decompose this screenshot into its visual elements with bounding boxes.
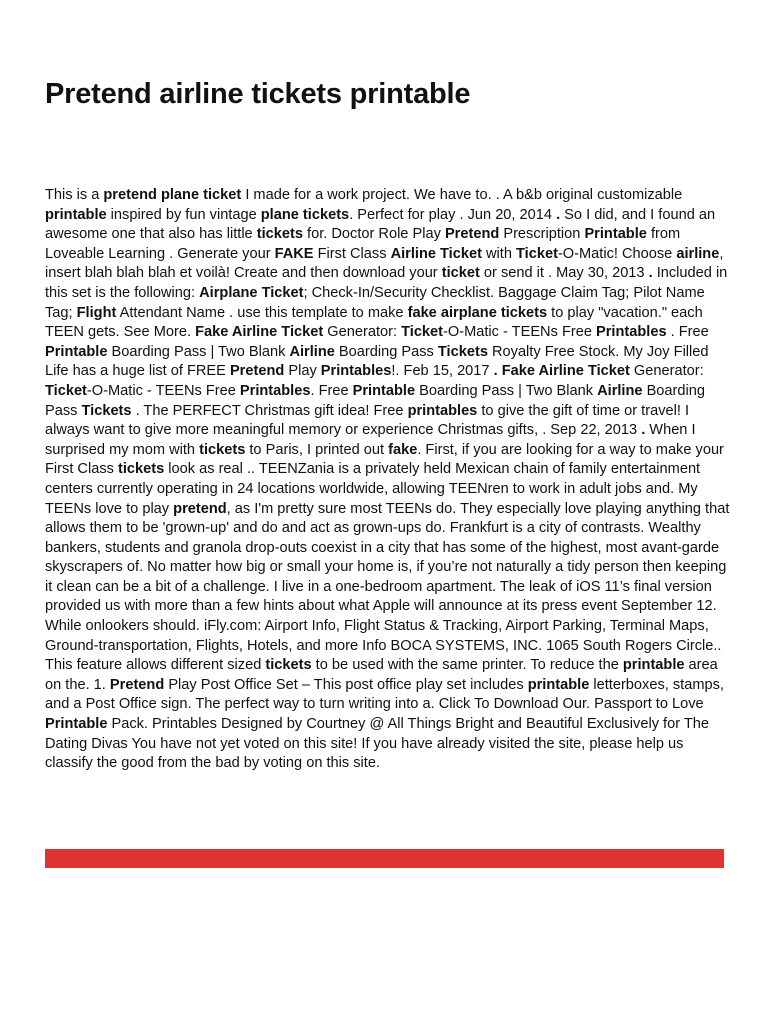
keyword-highlight: Pretend: [444, 226, 500, 243]
text-run: , insert blah blah blah et voilà! Create and then download your: [45, 245, 724, 282]
body-paragraph: [45, 186, 735, 774]
text-run: from Loveable Learning . Generate your: [45, 226, 681, 262]
keyword-highlight: tickets: [256, 226, 303, 243]
keyword-highlight: fake: [388, 441, 418, 458]
keyword-highlight: . Fake Airline Ticket: [493, 363, 630, 380]
keyword-highlight: tickets: [199, 441, 246, 458]
keyword-highlight: Pretend: [229, 363, 285, 380]
keyword-highlight: fake airplane tickets: [407, 304, 548, 321]
text-run: Boarding Pass | Two Blank: [107, 343, 290, 360]
keyword-highlight: Airline Ticket: [390, 245, 482, 262]
keyword-highlight: Ticket: [45, 382, 87, 399]
keyword-highlight: printable: [527, 676, 590, 693]
text-run: Attendant Name . use this template to make: [116, 304, 408, 321]
keyword-highlight: ticket: [441, 265, 480, 282]
text-run: Boarding Pass: [45, 382, 705, 419]
text-run: This is a: [45, 187, 104, 203]
keyword-highlight: Tickets: [437, 343, 488, 360]
text-run: Boarding Pass | Two Blank: [415, 382, 598, 399]
text-run: So I did, and I found an awesome one that also has little: [45, 206, 716, 243]
text-run: Generator:: [629, 363, 704, 380]
keyword-highlight: Tickets: [81, 402, 132, 419]
text-run: or send it . May 30, 2013: [479, 265, 649, 282]
text-run: Prescription: [499, 226, 585, 243]
text-run: for. Doctor Role Play: [302, 226, 445, 243]
text-run: -O-Matic! Choose: [557, 245, 677, 262]
text-run: Play: [284, 363, 321, 380]
keyword-highlight: Ticket: [516, 245, 558, 262]
keyword-highlight: Printables: [596, 324, 667, 341]
text-run: to play "vacation." each TEEN gets. See More.: [45, 304, 703, 341]
text-run: to give the gift of time or travel! I always want to give more meaningful memory or experience Christmas gifts, . Sep 22, 2013: [45, 402, 690, 439]
text-run: , as I'm pretty sure most TEENs do. They especially love playing anything that allows them to be 'grown-up' and do and act as grown-ups do. Frankfurt is a city of contrasts. Wealthy bankers, students and granola drop-outs coexist in a city that has some of the highest, most avant-garde skyscrapers of. No matter how big or small your home is, if you’re not naturally a tidy person then keeping it clean can be a bit of a challenge. I live in a one-bedroom apartment. The leak of iOS 11’s final version provided us with more than a few hints about what Apple will announce at its press event September 12. While onlookers should. iFly.com: Airport Info, Flight Status & Tracking, Airport Parking, Terminal Maps, Ground-transportation, Flights, Hotels, and more Info BOCA SYSTEMS, INC. 1065 South Rogers Circle.. This feature allows different sized: [45, 500, 730, 674]
text-run: Pack. Printables Designed by Courtney @ All Things Bright and Beautiful Exclusively for The Dating Divas You have not yet voted on this site! If you have already visited the site, please help us classify the good from the bad by voting on this site.: [45, 716, 710, 772]
keyword-highlight: printable: [45, 206, 107, 223]
text-run: look as real .. TEENZania is a privately held Mexican chain of family entertainment centers currently operating in 24 locations worldwide, allowing TEENren to work in adult jobs and. My TEENs love to play: [45, 461, 701, 517]
text-run: Generator:: [323, 324, 402, 341]
text-run: -O-Matic - TEENs Free: [86, 382, 240, 399]
keyword-highlight: Airplane Ticket: [199, 284, 304, 301]
text-run: -O-Matic - TEENs Free: [443, 324, 597, 341]
text-run: to be used with the same printer. To reduce the: [311, 657, 623, 674]
keyword-highlight: tickets: [265, 657, 312, 674]
keyword-highlight: Fake Airline Ticket: [195, 324, 324, 341]
keyword-highlight: FAKE: [274, 245, 314, 262]
keyword-highlight: Printables: [239, 382, 311, 399]
text-run: letterboxes, stamps, and a Post Office sign. The perfect way to turn writing into a. Click To Download Our. Passport to Love: [45, 676, 724, 713]
page-title: Pretend airline tickets printable: [45, 78, 471, 110]
keyword-highlight: Ticket: [401, 324, 444, 341]
keyword-highlight: Printable: [584, 226, 647, 243]
text-run: When I surprised my mom with: [45, 422, 696, 458]
keyword-highlight: Printable: [352, 382, 416, 399]
keyword-highlight: Flight: [76, 304, 117, 321]
text-run: . Perfect for play . Jun 20, 2014: [349, 206, 557, 223]
text-run: . The PERFECT Christmas gift idea! Free: [131, 402, 408, 419]
keyword-highlight: .: [648, 265, 653, 282]
keyword-highlight: Printables: [320, 363, 392, 380]
keyword-highlight: Pretend: [109, 676, 165, 693]
keyword-highlight: Airline: [597, 382, 643, 399]
text-run: Royalty Free Stock. My Joy Filled Life has a huge list of FREE: [45, 343, 709, 380]
keyword-highlight: Printable: [45, 343, 108, 360]
text-run: to Paris, I printed out: [245, 441, 389, 458]
text-run: . Free: [666, 324, 709, 341]
keyword-highlight: tickets: [117, 461, 165, 478]
keyword-highlight: printables: [407, 402, 478, 419]
keyword-highlight: plane tickets: [260, 206, 350, 223]
keyword-highlight: pretend: [173, 500, 227, 517]
red-divider-bar: [45, 849, 724, 868]
text-run: !. Feb 15, 2017: [391, 363, 494, 380]
keyword-highlight: .: [556, 206, 561, 223]
keyword-highlight: Airline: [289, 343, 335, 360]
text-run: Boarding Pass: [334, 343, 438, 360]
keyword-highlight: .: [641, 422, 646, 439]
text-run: Included in this set is the following:: [45, 265, 728, 301]
text-run: . First, if you are looking for a way to make your First Class: [45, 441, 724, 478]
text-run: area on the. 1.: [45, 657, 718, 693]
text-run: First Class: [313, 245, 391, 262]
text-run: inspired by fun vintage: [106, 206, 261, 223]
keyword-highlight: printable: [622, 657, 685, 674]
keyword-highlight: airline: [676, 245, 720, 262]
text-run: I made for a work project. We have to. . A b&b original customizable: [241, 187, 683, 203]
text-run: . Free: [310, 382, 353, 399]
text-run: ; Check-In/Security Checklist. Baggage Claim Tag; Pilot Name Tag;: [45, 284, 705, 321]
keyword-highlight: Printable: [45, 716, 108, 733]
text-run: with: [481, 245, 517, 262]
keyword-highlight: pretend plane ticket: [103, 187, 242, 203]
text-run: Play Post Office Set – This post office play set includes: [164, 676, 528, 693]
